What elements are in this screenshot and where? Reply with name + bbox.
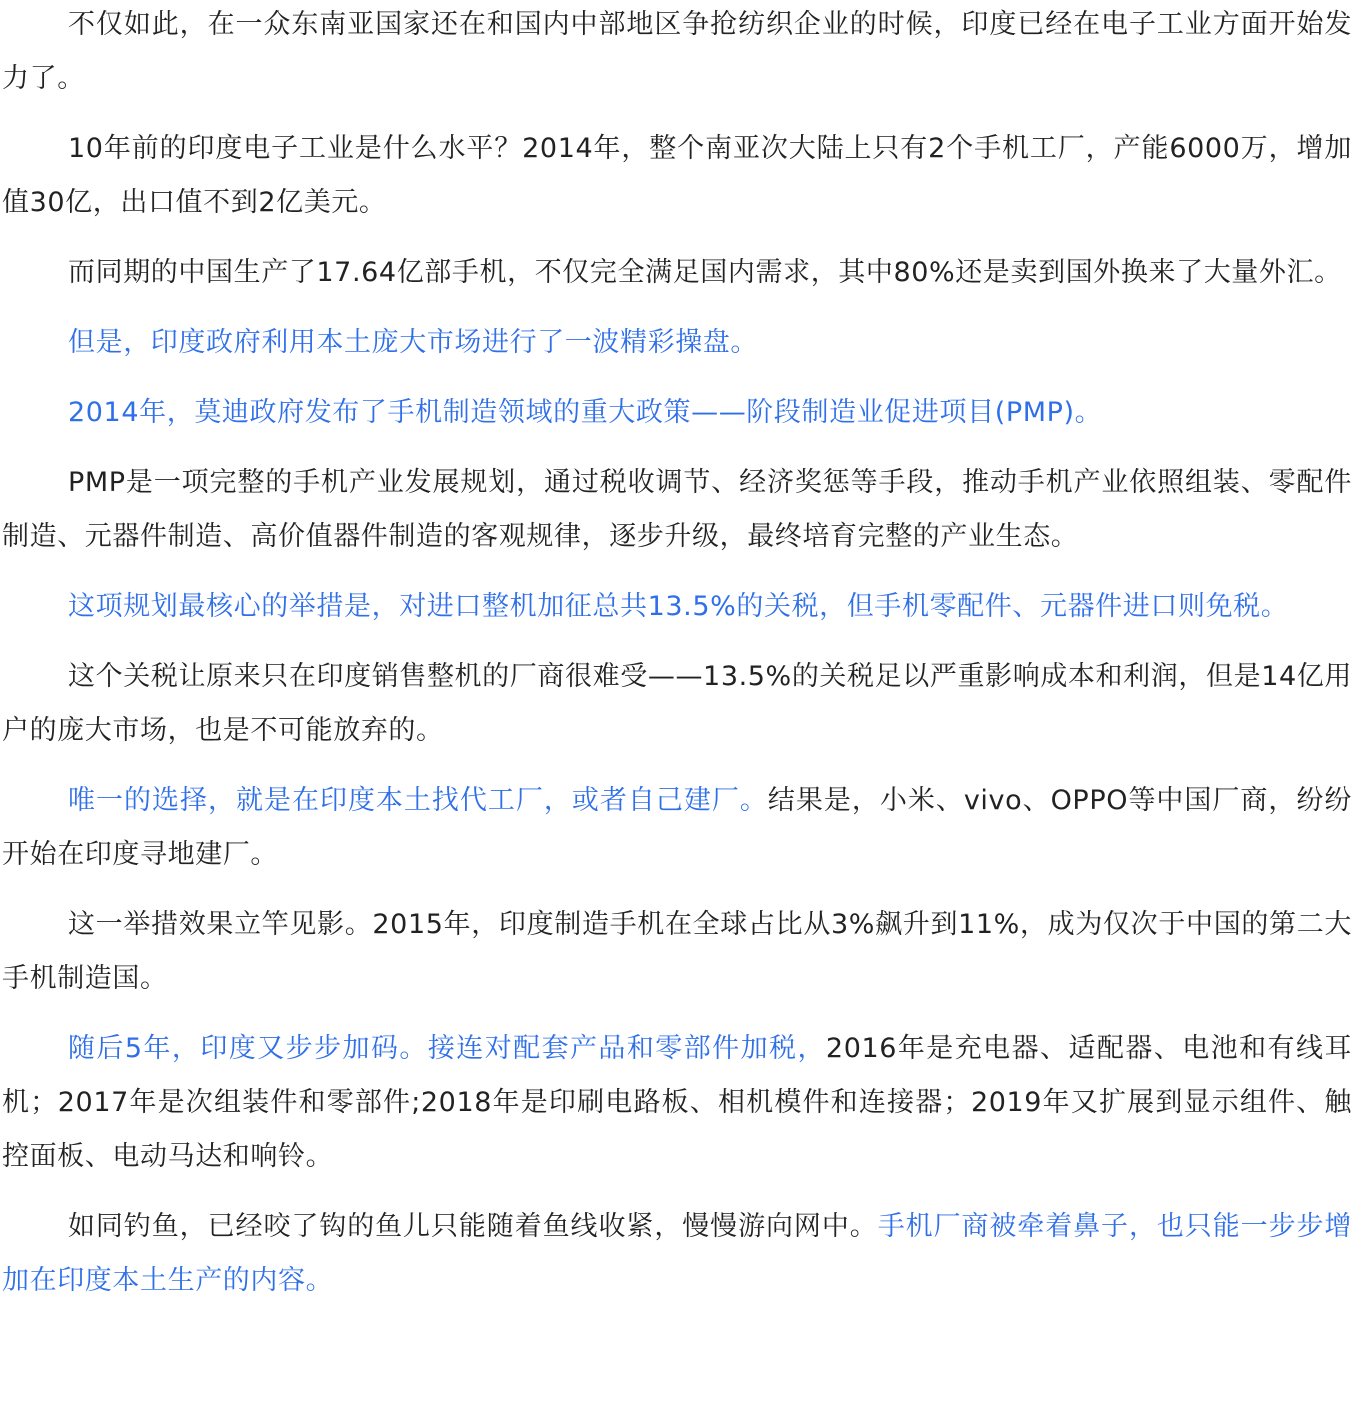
highlighted-text: 但是，印度政府利用本土庞大市场进行了一波精彩操盘。 bbox=[68, 327, 758, 358]
paragraph-4 bbox=[2, 316, 1352, 370]
paragraph-text: 而同期的中国生产了17.64亿部手机，不仅完全满足国内需求，其中80%还是卖到国外换来了大量外汇。 bbox=[68, 257, 1342, 288]
paragraph-text: PMP是一项完整的手机产业发展规划，通过税收调节、经济奖惩等手段，推动手机产业依照组装、零配件制造、元器件制造、高价值器件制造的客观规律，逐步升级，最终培育完整的产业生态。 bbox=[2, 467, 1352, 552]
paragraph-text: 10年前的印度电子工业是什么水平？2014年，整个南亚次大陆上只有2个手机工厂，产能6000万，增加值30亿，出口值不到2亿美元。 bbox=[2, 133, 1352, 218]
highlighted-text: 这项规划最核心的举措是，对进口整机加征总共13.5%的关税，但手机零配件、元器件进口则免税。 bbox=[68, 591, 1289, 622]
paragraph-2 bbox=[2, 122, 1352, 230]
paragraph-text: 这个关税让原来只在印度销售整机的厂商很难受——13.5%的关税足以严重影响成本和利润，但是14亿用户的庞大市场，也是不可能放弃的。 bbox=[2, 661, 1352, 746]
paragraph-12 bbox=[2, 1200, 1352, 1308]
paragraph-text: 如同钓鱼，已经咬了钩的鱼儿只能随着鱼线收紧，慢慢游向网中。 bbox=[68, 1211, 878, 1242]
paragraph-1 bbox=[2, 0, 1352, 106]
paragraph-5 bbox=[2, 386, 1352, 440]
paragraph-6 bbox=[2, 456, 1352, 564]
highlighted-text: 手机厂商被牵着鼻子，也只能一步步增加在印度本土生产的内容。 bbox=[2, 1211, 1353, 1296]
paragraph-text: 2016年是充电器、适配器、电池和有线耳机；2017年是次组装件和零部件;2018年是印刷电路板、相机模件和连接器；2019年又扩展到显示组件、触控面板、电动马达和响铃。 bbox=[2, 1033, 1352, 1172]
highlighted-text: 唯一的选择，就是在印度本土找代工厂，或者自己建厂。 bbox=[68, 785, 768, 816]
paragraph-10 bbox=[2, 898, 1352, 1006]
highlighted-text: 随后5年，印度又步步加码。接连对配套产品和零部件加税， bbox=[68, 1033, 826, 1064]
highlighted-text: 2014年，莫迪政府发布了手机制造领域的重大政策——阶段制造业促进项目(PMP)。 bbox=[68, 397, 1103, 428]
paragraph-text: 结果是，小米、vivo、OPPO等中国厂商，纷纷开始在印度寻地建厂。 bbox=[2, 785, 1353, 870]
paragraph-text: 不仅如此，在一众东南亚国家还在和国内中部地区争抢纺织企业的时候，印度已经在电子工业方面开始发力了。 bbox=[2, 9, 1352, 94]
paragraph-3 bbox=[2, 246, 1352, 300]
paragraph-8 bbox=[2, 650, 1352, 758]
paragraph-7 bbox=[2, 580, 1352, 634]
paragraph-9 bbox=[2, 774, 1352, 882]
paragraph-text: 这一举措效果立竿见影。2015年，印度制造手机在全球占比从3%飙升到11%，成为仅次于中国的第二大手机制造国。 bbox=[2, 909, 1352, 994]
paragraph-11 bbox=[2, 1022, 1352, 1184]
